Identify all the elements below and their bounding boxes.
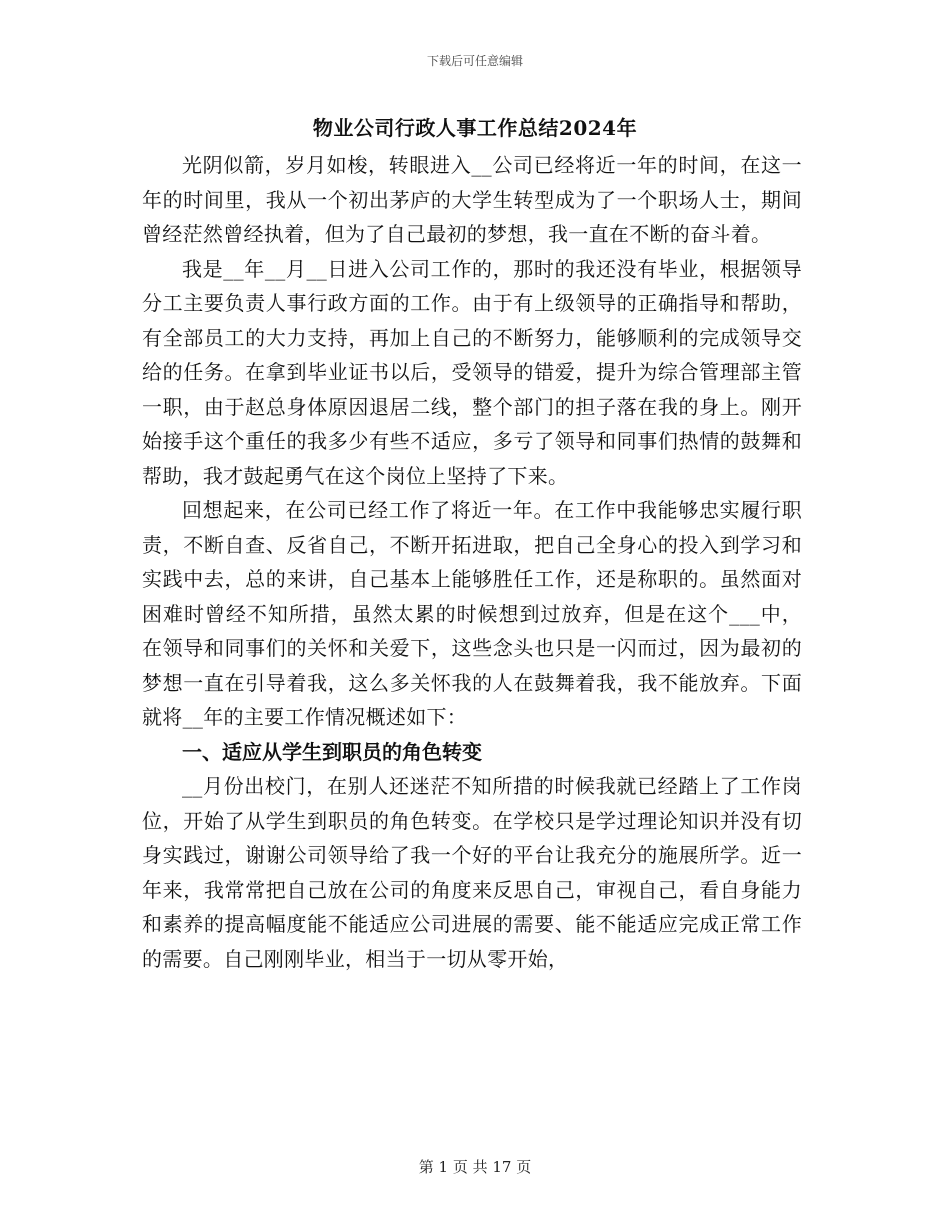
paragraph-intro: 光阴似箭，岁月如梭，转眼进入__公司已经将近一年的时间，在这一年的时间里，我从一个初出茅庐的大学生转型成为了一个职场人士，期间曾经茫然曾经执着，但为了自己最初的梦想，我一直在不断的奋斗着。 (142, 153, 802, 246)
page-indicator: 第 1 页 共 17 页 (418, 1158, 532, 1176)
paragraph-background: 我是__年__月__日进入公司工作的，那时的我还没有毕业，根据领导分工主要负责人事行政方面的工作。由于有上级领导的正确指导和帮助，有全部员工的大力支持，再加上自己的不断努力，能够顺利的完成领导交给的任务。在拿到毕业证书以后，受领导的错爱，提升为综合管理部主管一职，由于赵总身体原因退居二线，整个部门的担子落在我的身上。刚开始接手这个重任的我多少有些不适应，多亏了领导和同事们热情的鼓舞和帮助，我才鼓起勇气在这个岗位上坚持了下来。 (142, 256, 802, 488)
section-1-paragraph: __月份出校门，在别人还迷茫不知所措的时候我就已经踏上了工作岗位，开始了从学生到职员的角色转变。在学校只是学过理论知识并没有切身实践过，谢谢公司领导给了我一个好的平台让我充分的施展所学。近一年来，我常常把自己放在公司的角度来反思自己，审视自己，看自身能力和素养的提高幅度能不能适应公司进展的需要、能不能适应完成正常工作的需要。自己刚刚毕业，相当于一切从零开始， (142, 774, 802, 971)
document-title: 物业公司行政人事工作总结2024年 (312, 116, 638, 140)
header-note: 下载后可任意编辑 (426, 54, 523, 68)
paragraph-reflection: 回想起来，在公司已经工作了将近一年。在工作中我能够忠实履行职责，不断自查、反省自己，不断开拓进取，把自己全身心的投入到学习和实践中去，总的来讲，自己基本上能够胜任工作，还是称职的。虽然面对困难时曾经不知所措，虽然太累的时候想到过放弃，但是在这个___中，在领导和同事们的关怀和关爱下，这些念头也只是一闪而过，因为最初的梦想一直在引导着我，这么多关怀我的人在鼓舞着我，我不能放弃。下面就将__年的主要工作情况概述如下： (142, 498, 802, 729)
document-body (142, 148, 802, 976)
section-heading-1: 一、适应从学生到职员的角色转变 (182, 739, 482, 764)
